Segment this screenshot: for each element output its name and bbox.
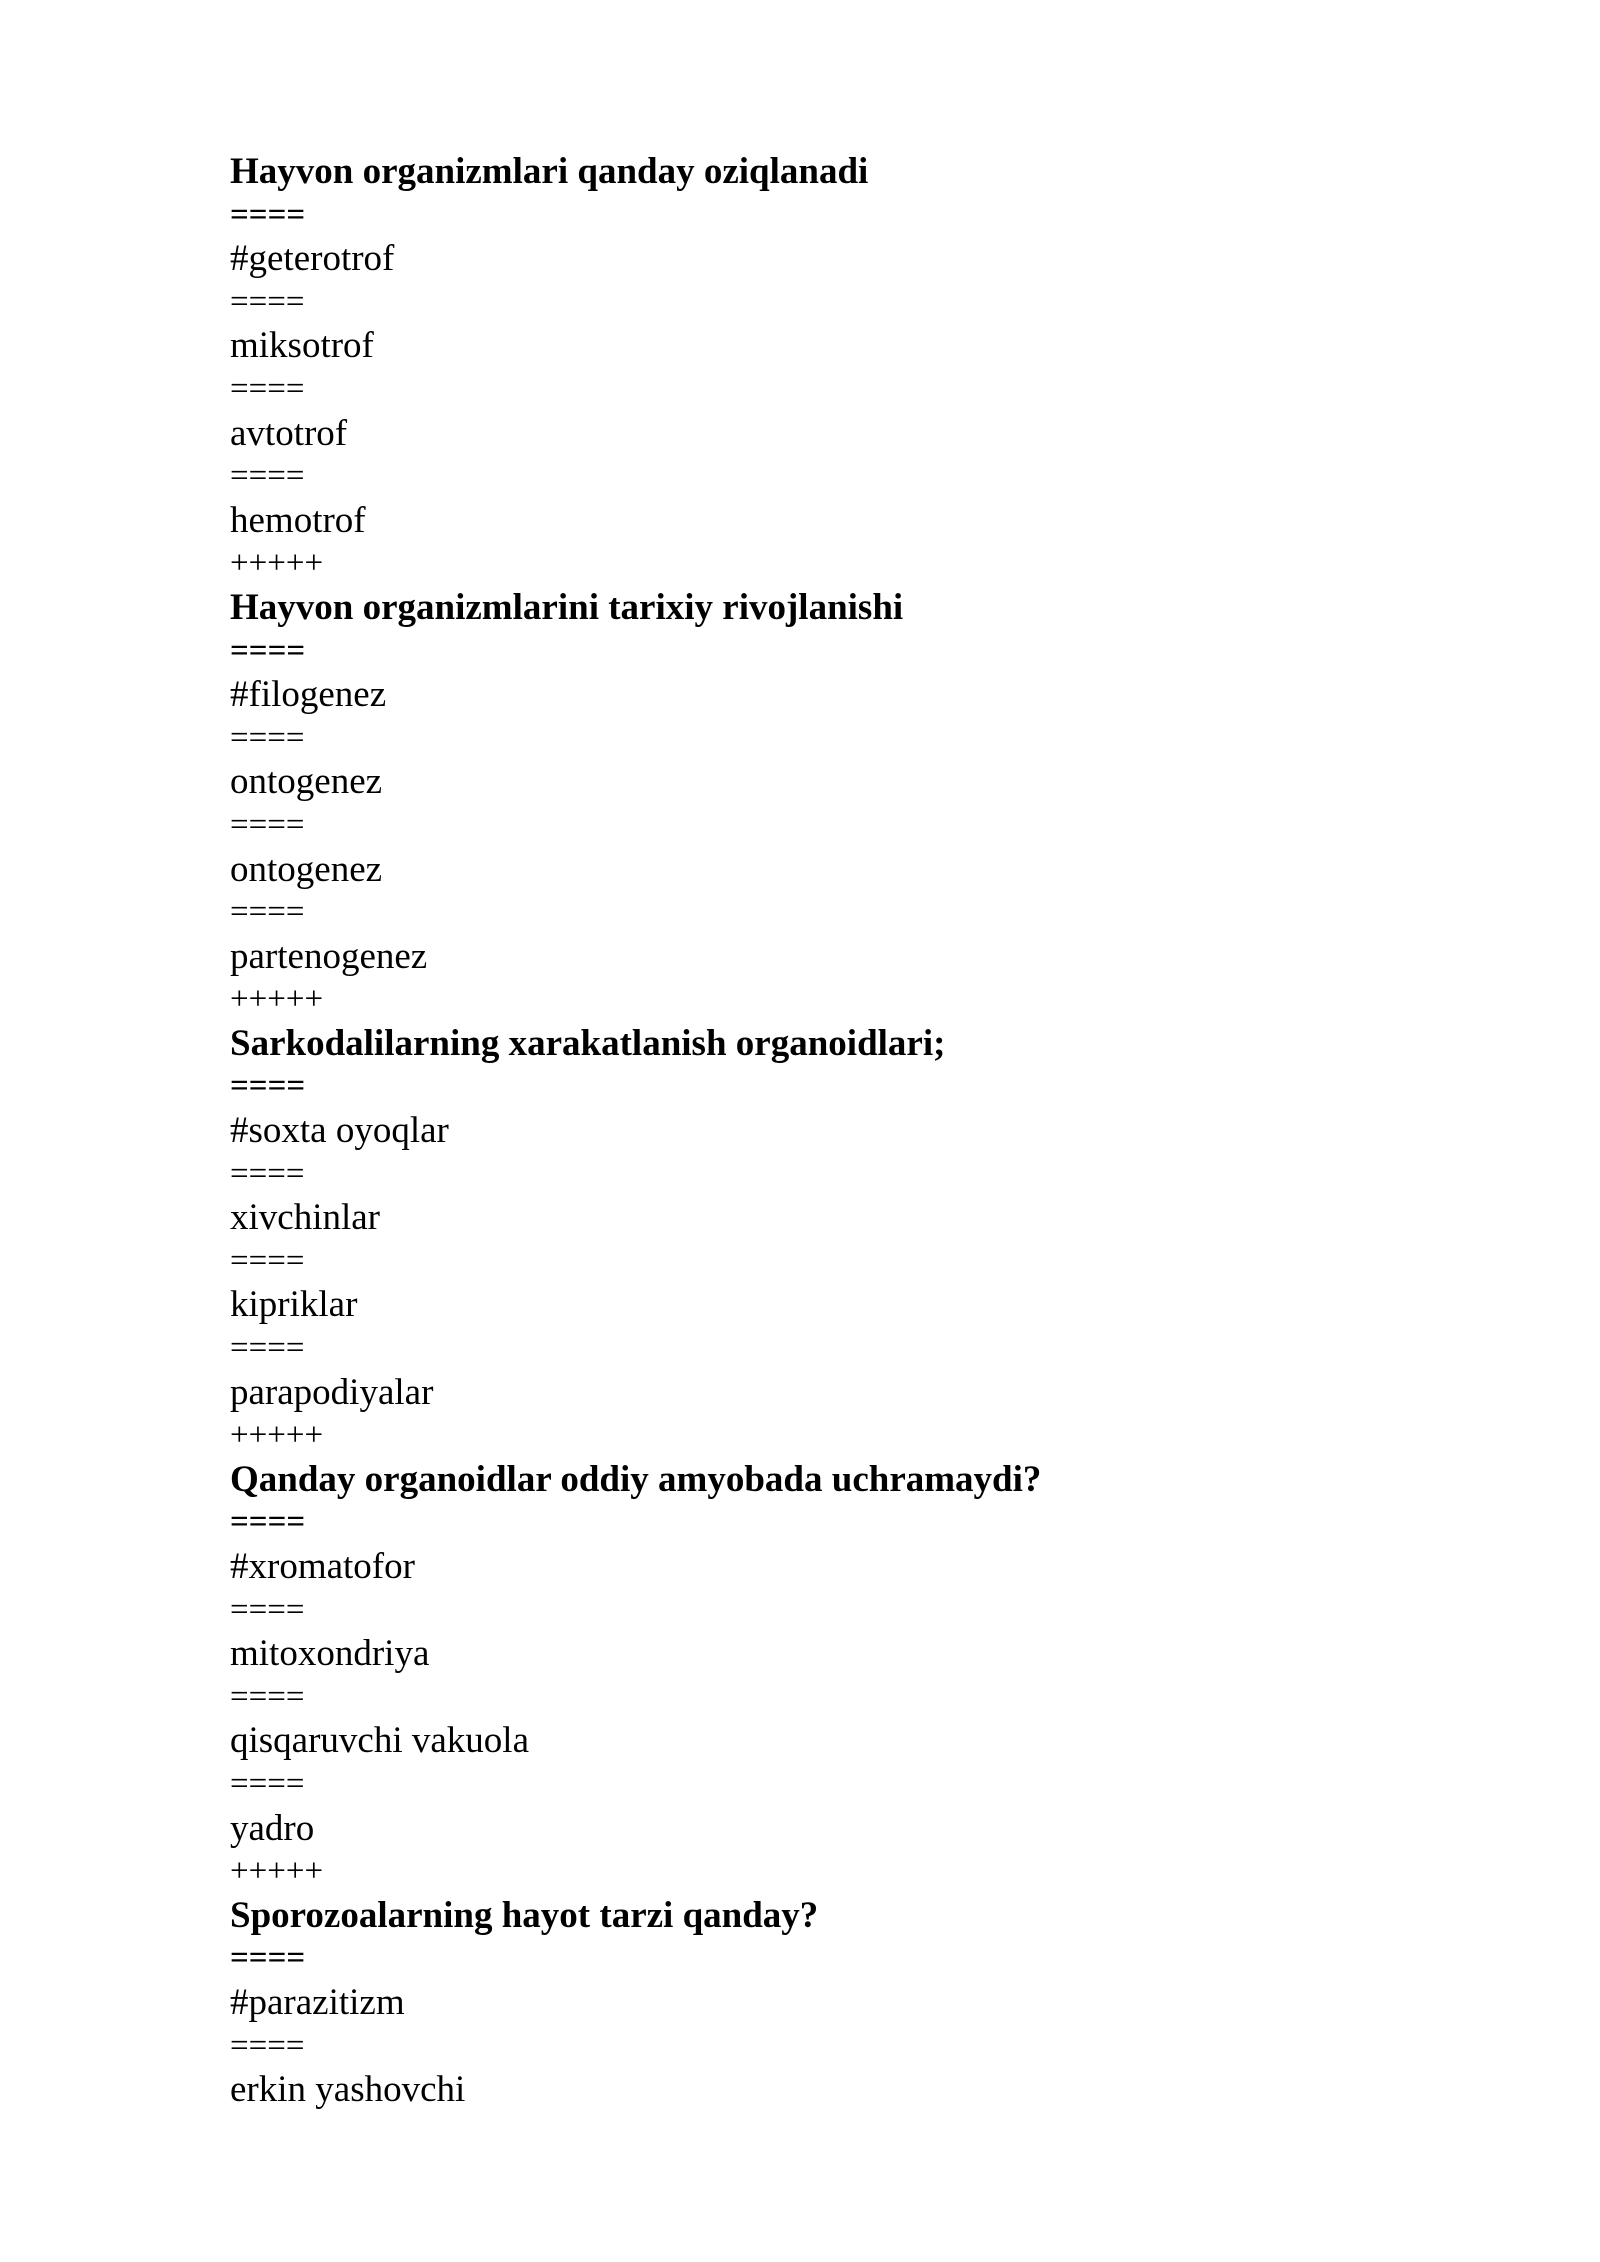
answer-option: xivchinlar bbox=[230, 1197, 381, 1239]
end-marker: +++++ bbox=[230, 1417, 324, 1454]
separator: ==== bbox=[230, 458, 305, 495]
answer-option: #filogenez bbox=[230, 674, 387, 716]
answer-option: yadro bbox=[230, 1807, 315, 1849]
end-marker: +++++ bbox=[230, 981, 324, 1018]
separator: ==== bbox=[230, 719, 305, 756]
answer-option: mitoxondriya bbox=[230, 1633, 430, 1675]
question-text: Qanday organoidlar oddiy amyobada uchramaydi? bbox=[230, 1458, 1042, 1500]
answer-option: #parazitizm bbox=[230, 1981, 405, 2023]
separator: ==== bbox=[230, 1242, 305, 1279]
answer-option: avtotrof bbox=[230, 412, 348, 454]
separator: ==== bbox=[230, 894, 305, 931]
answer-option: hemotrof bbox=[230, 499, 366, 541]
answer-option: qisqaruvchi vakuola bbox=[230, 1720, 529, 1762]
separator: ==== bbox=[230, 1155, 305, 1192]
question-text: Hayvon organizmlarini tarixiy rivojlanishi bbox=[230, 586, 904, 628]
answer-option: parapodiyalar bbox=[230, 1371, 434, 1413]
answer-option: #soxta oyoqlar bbox=[230, 1110, 449, 1152]
answer-option: ontogenez bbox=[230, 848, 383, 890]
answer-option: partenogenez bbox=[230, 935, 428, 977]
answer-option: #geterotrof bbox=[230, 238, 395, 280]
separator: ==== bbox=[230, 196, 306, 233]
question-text: Hayvon organizmlari qanday oziqlanadi bbox=[230, 151, 869, 192]
answer-option: erkin yashovchi bbox=[230, 2069, 466, 2111]
answer-option: ontogenez bbox=[230, 761, 383, 803]
end-marker: +++++ bbox=[230, 545, 324, 582]
question-text: Sarkodalilarning xarakatlanish organoidlari; bbox=[230, 1022, 946, 1064]
separator: ==== bbox=[230, 1330, 305, 1367]
answer-option: #xromatofor bbox=[230, 1546, 415, 1587]
answer-option: kipriklar bbox=[230, 1284, 358, 1326]
separator: ==== bbox=[230, 370, 305, 407]
question-text: Sporozoalarning hayot tarzi qanday? bbox=[230, 1894, 819, 1936]
separator: ==== bbox=[230, 1940, 306, 1977]
separator: ==== bbox=[230, 1591, 305, 1628]
separator: ==== bbox=[230, 283, 305, 320]
answer-option: miksotrof bbox=[230, 325, 374, 367]
separator: ==== bbox=[230, 1678, 305, 1715]
separator: ==== bbox=[230, 632, 306, 669]
separator: ==== bbox=[230, 1504, 306, 1541]
document-page bbox=[230, 150, 1430, 2112]
separator: ==== bbox=[230, 1068, 306, 1105]
separator: ==== bbox=[230, 806, 305, 843]
end-marker: +++++ bbox=[230, 1853, 324, 1890]
separator: ==== bbox=[230, 2027, 305, 2064]
separator: ==== bbox=[230, 1765, 305, 1802]
